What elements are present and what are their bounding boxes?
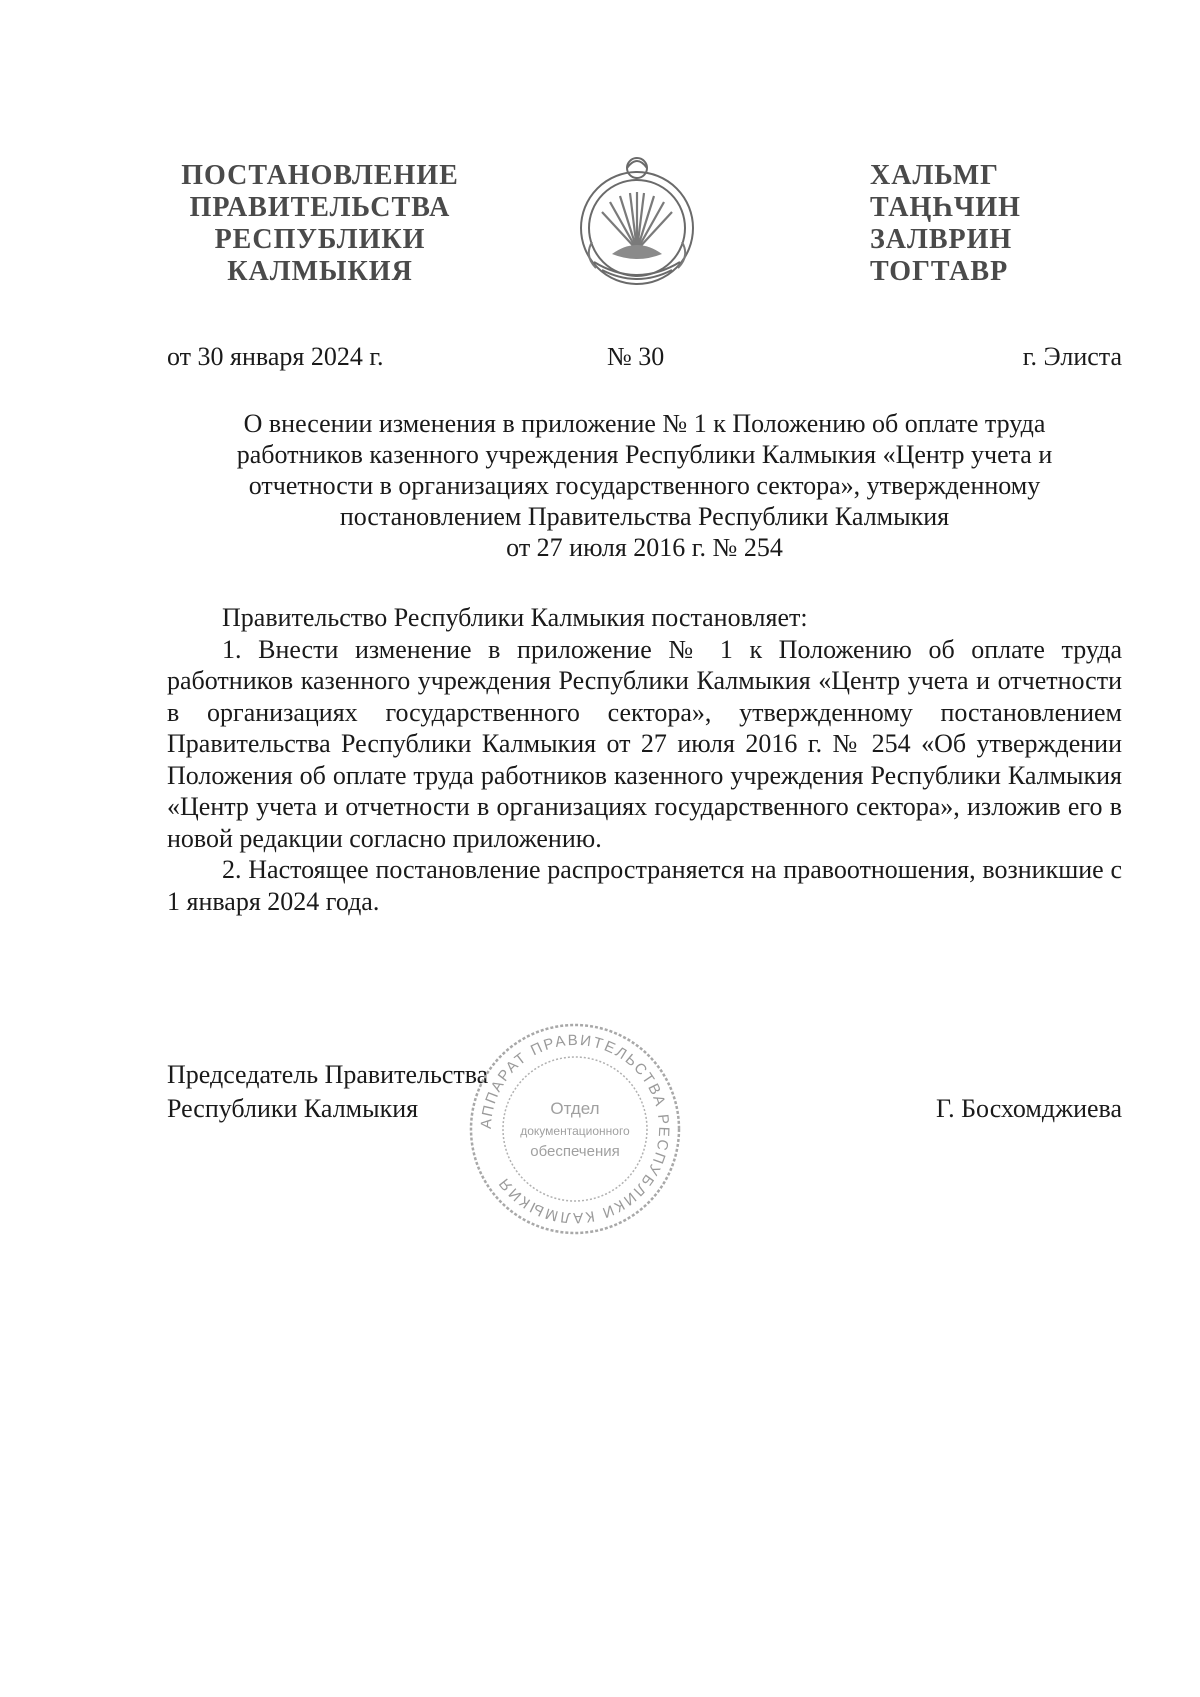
body-item-2: 2. Настоящее постановление распространяется на правоотношения, возникшие с 1 января 2024 года.: [167, 855, 1122, 916]
body-intro: Правительство Республики Калмыкия постановляет:: [222, 603, 808, 632]
title-line: работников казенного учреждения Республики Калмыкия «Центр учета и: [236, 440, 1053, 469]
header-line: ТАҢҺЧИН: [870, 192, 1021, 223]
header-line: ТОГТАВР: [870, 256, 1009, 287]
header-line: ПОСТАНОВЛЕНИЕ: [181, 160, 459, 191]
document-date: от 30 января 2024 г.: [167, 342, 384, 371]
document-body: [167, 602, 1122, 917]
emblem-icon: [572, 150, 702, 298]
stamp-ring-text: АППАРАТ ПРАВИТЕЛЬСТВА РЕСПУБЛИКИ КАЛМЫКИЯ: [477, 1031, 673, 1227]
signatory-name: Г. Босхомджиева: [936, 1094, 1122, 1123]
official-stamp: [464, 1018, 686, 1240]
document-number: № 30: [607, 342, 665, 371]
header-title-kalmyk: [870, 160, 1030, 288]
stamp-center-line: документационного: [520, 1124, 630, 1138]
header-line: ЗАЛВРИН: [870, 224, 1013, 255]
title-line: отчетности в организациях государственного сектора», утвержденному: [248, 471, 1041, 500]
title-line: постановлением Правительства Республики Калмыкия: [339, 502, 950, 531]
signatory-position-line: Республики Калмыкия: [167, 1094, 419, 1123]
header-line: РЕСПУБЛИКИ: [214, 224, 426, 255]
document-meta: [167, 342, 1122, 376]
stamp-center-line: обеспечения: [530, 1143, 620, 1160]
title-line: О внесении изменения в приложение № 1 к Положению об оплате труда: [243, 409, 1046, 438]
body-item-1: 1. Внести изменение в приложение № 1 к Положению об оплате труда работников казенного учреждения Республики Калмыкия «Центр учета и отчетности в организациях государственного сектора», утвержденному постановлением Правительства Республики Калмыкия от 27 июля 2016 г. № 254 «Об утверждении Положения об оплате труда работников казенного учреждения Республики Калмыкия «Центр учета и отчетности в организациях государственного сектора», изложив его в новой редакции согласно приложению.: [167, 634, 1122, 853]
title-line: от 27 июля 2016 г. № 254: [506, 533, 783, 562]
header-title-russian: [165, 160, 475, 288]
stamp-center-line: Отдел: [550, 1099, 600, 1118]
header-line: ПРАВИТЕЛЬСТВА: [189, 192, 451, 223]
signatory-position-line: Председатель Правительства: [167, 1060, 489, 1089]
header-line: ХАЛЬМГ: [870, 160, 999, 191]
header-line: КАЛМЫКИЯ: [227, 256, 413, 287]
document-city: г. Элиста: [1022, 342, 1122, 371]
document-title: [167, 408, 1122, 563]
